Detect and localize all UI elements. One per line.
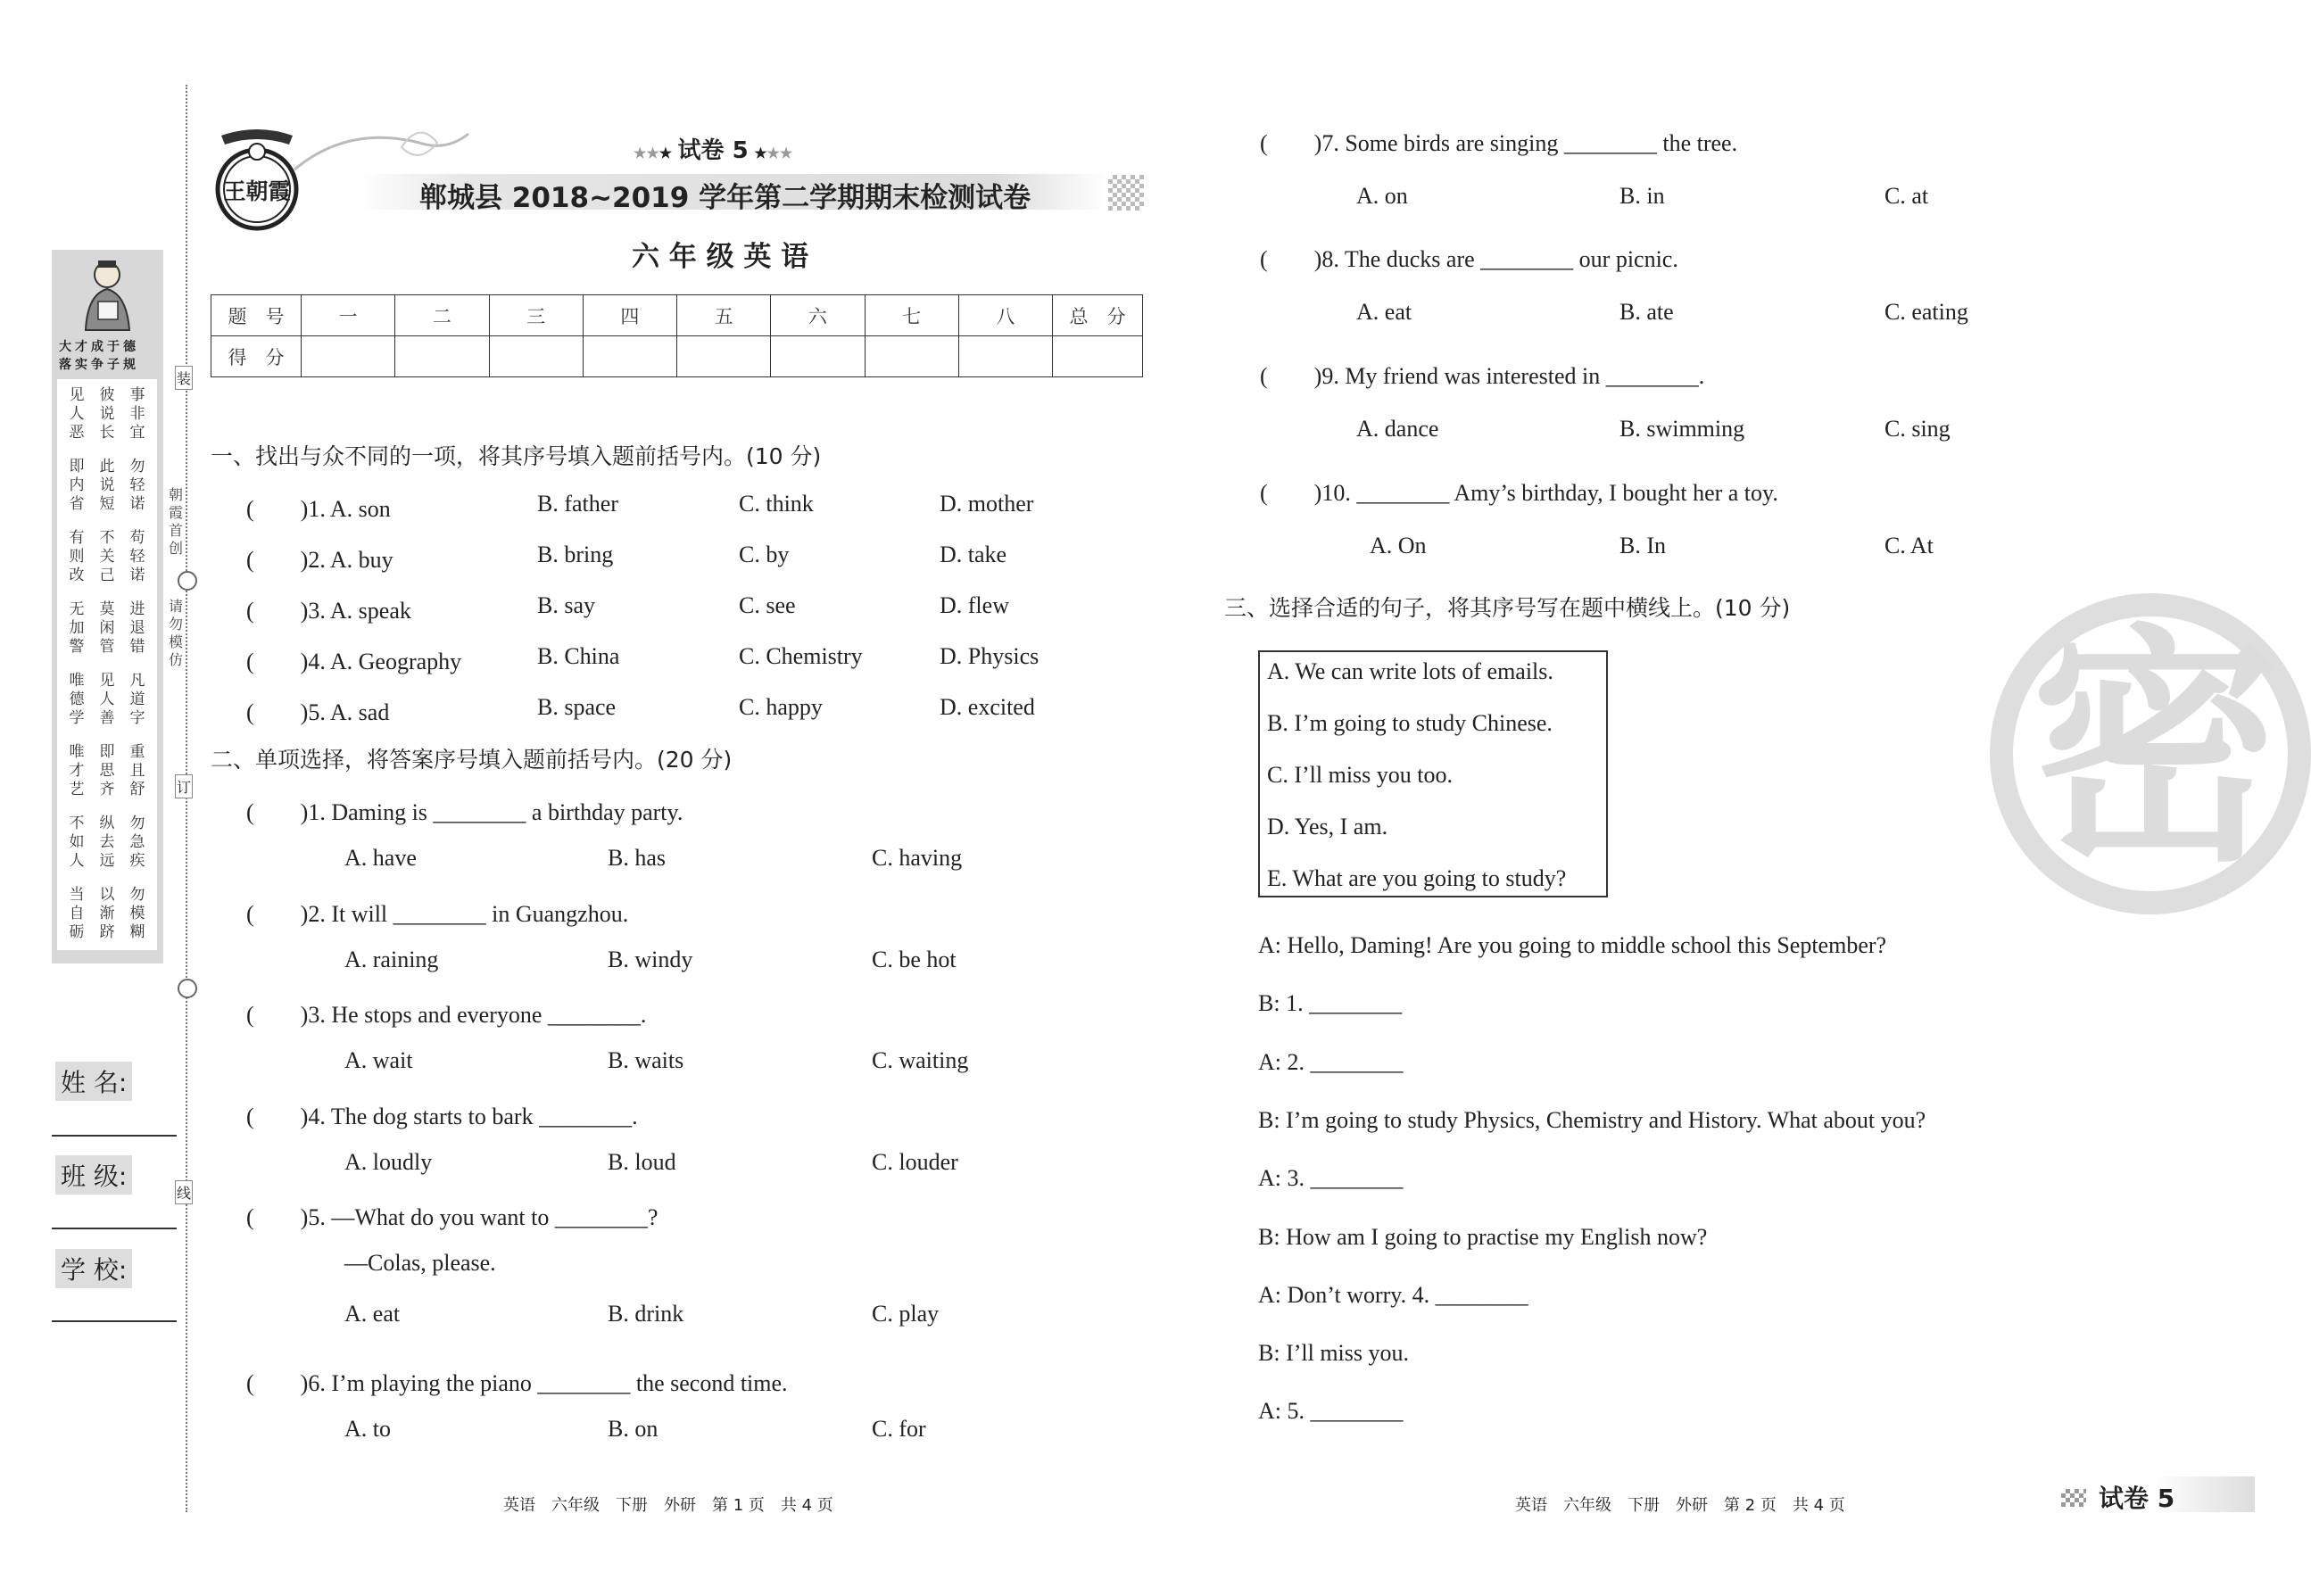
motto-column: 勿模糊 <box>129 886 145 941</box>
motto-column: 以渐跻 <box>99 886 115 941</box>
option-a: A. have <box>344 845 417 871</box>
school-label: 学 校: <box>55 1249 132 1288</box>
name-label: 姓 名: <box>55 1062 132 1101</box>
school-field[interactable] <box>52 1320 177 1322</box>
option-b: B. on <box>608 1416 659 1442</box>
binding-circle-2 <box>178 979 197 998</box>
option-a: A. wait <box>344 1047 413 1073</box>
option-b: B. In <box>1619 533 1666 558</box>
sentence-option: A. We can write lots of emails. <box>1267 658 1553 684</box>
motto-column: 有则改 <box>69 529 85 584</box>
score-cell: 总 分 <box>1053 295 1143 336</box>
option-a: A. raining <box>344 947 439 972</box>
motto-column: 不如人 <box>69 815 85 870</box>
binding-line <box>186 85 187 1512</box>
option-c: C. At <box>1884 533 1934 558</box>
option-a: A. to <box>344 1416 391 1442</box>
question-line: ( )1. Daming is ________ a birthday party. <box>246 799 683 825</box>
question-line: ( )6. I’m playing the piano ________ the second time. <box>246 1370 788 1396</box>
star-icon: ★★ <box>766 146 793 161</box>
logo-text: 王朝霞 <box>223 178 291 204</box>
option-b: B. swimming <box>1619 416 1745 442</box>
motto-column: 当自砺 <box>69 886 85 941</box>
dialogue-line: A: 3. ________ <box>1258 1165 1404 1192</box>
motto-column: 勿轻诺 <box>129 458 145 513</box>
dialogue-line: B: 1. ________ <box>1258 990 1403 1017</box>
option-c: C. at <box>1884 183 1929 209</box>
score-input-cell[interactable] <box>1053 336 1143 377</box>
dialogue-line: A: Don’t worry. 4. ________ <box>1258 1281 1528 1308</box>
score-input-cell[interactable] <box>489 336 583 377</box>
score-input-cell[interactable] <box>958 336 1052 377</box>
question-line: ( )4. The dog starts to bark ________. <box>246 1104 638 1129</box>
score-row-label: 得 分 <box>211 336 302 377</box>
motto-column: 唯德学 <box>69 672 85 727</box>
option-b: B. space <box>537 694 617 720</box>
motto-column: 凡道字 <box>129 672 145 727</box>
watermark-seal <box>1990 593 2311 914</box>
option-b: B. waits <box>608 1047 684 1073</box>
option-b: B. in <box>1619 183 1665 209</box>
motto-column: 见人善 <box>99 672 115 727</box>
question-line: ( )10. ________ Amy’s birthday, I bought her a toy. <box>1260 480 1778 506</box>
question-line: ( )2. A. buy <box>246 547 393 573</box>
question-line: ( )5. —What do you want to ________? <box>246 1204 659 1230</box>
score-cell: 四 <box>583 295 676 336</box>
option-b: B. loud <box>608 1149 676 1175</box>
option-c: C. by <box>739 542 790 567</box>
dialogue-line: A: 5. ________ <box>1258 1398 1404 1425</box>
score-input-cell[interactable] <box>302 336 395 377</box>
option-d: D. flew <box>940 592 1009 618</box>
score-input-cell[interactable] <box>583 336 676 377</box>
motto-column: 纵去远 <box>99 815 115 870</box>
motto-column: 彼说长 <box>99 386 115 442</box>
class-label: 班 级: <box>55 1155 132 1195</box>
cut-mark-3: 线 <box>175 1180 193 1204</box>
cut-mark-1: 装 <box>175 366 193 390</box>
slogan-1: 大才成于德 <box>59 340 139 354</box>
star-icon: ★★ <box>634 146 659 161</box>
option-c: C. for <box>872 1416 926 1442</box>
dialogue-line: B: How am I going to practise my English now? <box>1258 1223 1708 1250</box>
option-c: C. see <box>739 592 796 618</box>
logo-seal <box>212 125 302 241</box>
option-d: D. excited <box>940 694 1035 720</box>
question-line: ( )3. A. speak <box>246 598 411 624</box>
option-d: D. Physics <box>940 643 1040 669</box>
option-c: C. think <box>739 491 814 517</box>
motto-column: 勿急疾 <box>129 815 145 870</box>
vertical-text-1: 朝霞首创 <box>169 486 184 557</box>
motto-column: 见人恶 <box>69 386 85 442</box>
option-a: A. loudly <box>344 1149 433 1175</box>
option-a: A. on <box>1356 183 1408 209</box>
corner-tag <box>2052 1476 2255 1512</box>
motto-grid <box>57 379 157 950</box>
score-cell: 五 <box>677 295 771 336</box>
question-line: ( )3. He stops and everyone ________. <box>246 1002 647 1028</box>
footer-left: 英语 六年级 下册 外研 第 1 页 共 4 页 <box>503 1496 833 1515</box>
sentence-option: B. I’m going to study Chinese. <box>1267 710 1553 736</box>
exam-title: 郸城县 2018~2019 学年第二学期期末检测试卷 <box>419 182 1031 214</box>
section1-heading: 一、找出与众不同的一项，将其序号填入题前括号内。(10 分) <box>211 443 822 469</box>
option-c: C. eating <box>1884 299 1968 325</box>
question-line: ( )1. A. son <box>246 496 391 522</box>
exam-subtitle: 六 年 级 英 语 <box>632 241 809 273</box>
score-cell: 七 <box>865 295 958 336</box>
footer-right: 英语 六年级 下册 外研 第 2 页 共 4 页 <box>1515 1496 1845 1515</box>
checker-decoration <box>1108 175 1144 211</box>
option-c: C. louder <box>872 1149 958 1175</box>
score-input-cell[interactable] <box>865 336 958 377</box>
score-cell: 八 <box>958 295 1052 336</box>
sentence-option: C. I’ll miss you too. <box>1267 762 1454 788</box>
option-c: C. waiting <box>872 1047 969 1073</box>
option-c: C. be hot <box>872 947 957 972</box>
option-d: D. mother <box>940 491 1034 517</box>
motto-panel <box>52 250 163 963</box>
sentence-option: E. What are you going to study? <box>1267 865 1567 891</box>
motto-column: 此说短 <box>99 458 115 513</box>
motto-column: 唯才艺 <box>69 743 85 798</box>
motto-column: 苟轻诺 <box>129 529 145 584</box>
score-cell: 六 <box>771 295 865 336</box>
option-c: C. sing <box>1884 416 1951 442</box>
motto-column: 即思齐 <box>99 743 115 798</box>
motto-column: 重且舒 <box>129 743 145 798</box>
ribbon-decoration <box>294 116 473 183</box>
star-icon: ★ <box>754 146 767 161</box>
option-b: B. bring <box>537 542 614 567</box>
scholar-figure <box>79 259 137 335</box>
option-b: B. drink <box>608 1301 684 1327</box>
motto-column: 进退错 <box>129 600 145 656</box>
question-answer-line: —Colas, please. <box>344 1250 496 1276</box>
option-c: C. happy <box>739 694 823 720</box>
option-c: C. Chemistry <box>739 643 863 669</box>
motto-column: 事非宜 <box>129 386 145 442</box>
cut-mark-2: 订 <box>175 774 193 798</box>
dialogue-line: A: 2. ________ <box>1258 1048 1404 1075</box>
option-a: A. eat <box>344 1301 401 1327</box>
score-cell: 一 <box>302 295 395 336</box>
motto-column: 无加警 <box>69 600 85 656</box>
question-line: ( )5. A. sad <box>246 699 390 725</box>
option-c: C. having <box>872 845 963 871</box>
score-cell: 二 <box>395 295 489 336</box>
dialogue-line: A: Hello, Daming! Are you going to middle school this September? <box>1258 932 1887 958</box>
sentence-option: D. Yes, I am. <box>1267 814 1388 839</box>
dialogue-line: B: I’m going to study Physics, Chemistry and History. What about you? <box>1258 1106 1926 1133</box>
option-b: B. ate <box>1619 299 1674 325</box>
score-table-header-row <box>211 295 1143 336</box>
score-table <box>211 294 1143 377</box>
vertical-text-2: 请勿模仿 <box>169 598 184 668</box>
section3-heading: 三、选择合适的句子，将其序号写在题中横线上。(10 分) <box>1224 595 1791 621</box>
score-input-cell[interactable] <box>771 336 865 377</box>
score-table-score-row <box>211 336 1143 377</box>
option-b: B. say <box>537 592 595 618</box>
motto-column: 不关己 <box>99 529 115 584</box>
option-a: A. eat <box>1356 299 1412 325</box>
option-b: B. windy <box>608 947 693 972</box>
slogan-2: 落实争子规 <box>59 358 139 372</box>
corner-tag-text: 试卷 5 <box>2099 1484 2175 1513</box>
option-b: B. has <box>608 845 666 871</box>
score-input-cell[interactable] <box>395 336 489 377</box>
section2-heading: 二、单项选择，将答案序号填入题前括号内。(20 分) <box>211 747 733 773</box>
watermark-char: 密 <box>2031 605 2281 896</box>
dialogue-line: B: I’ll miss you. <box>1258 1340 1410 1367</box>
option-b: B. father <box>537 491 618 517</box>
score-input-cell[interactable] <box>677 336 771 377</box>
option-d: D. take <box>940 542 1007 567</box>
corner-squares <box>2061 1489 2086 1507</box>
name-field[interactable] <box>52 1135 177 1137</box>
question-line: ( )7. Some birds are singing ________ the tree. <box>1260 130 1738 156</box>
motto-column: 即内省 <box>69 458 85 513</box>
option-a: A. On <box>1370 533 1427 558</box>
binding-circle-1 <box>178 571 197 591</box>
question-line: ( )4. A. Geography <box>246 649 462 674</box>
score-cell: 三 <box>489 295 583 336</box>
option-b: B. China <box>537 643 620 669</box>
option-c: C. play <box>872 1301 940 1327</box>
paper-tag: ★★★ 试卷 5 ★★★ <box>634 137 793 164</box>
question-line: ( )9. My friend was interested in ________. <box>1260 363 1705 389</box>
motto-column: 莫闲管 <box>99 600 115 656</box>
star-icon: ★ <box>659 146 673 161</box>
option-a: A. dance <box>1356 416 1439 442</box>
score-cell: 题 号 <box>211 295 302 336</box>
question-line: ( )8. The ducks are ________ our picnic. <box>1260 246 1678 272</box>
class-field[interactable] <box>52 1228 177 1229</box>
question-line: ( )2. It will ________ in Guangzhou. <box>246 901 629 927</box>
